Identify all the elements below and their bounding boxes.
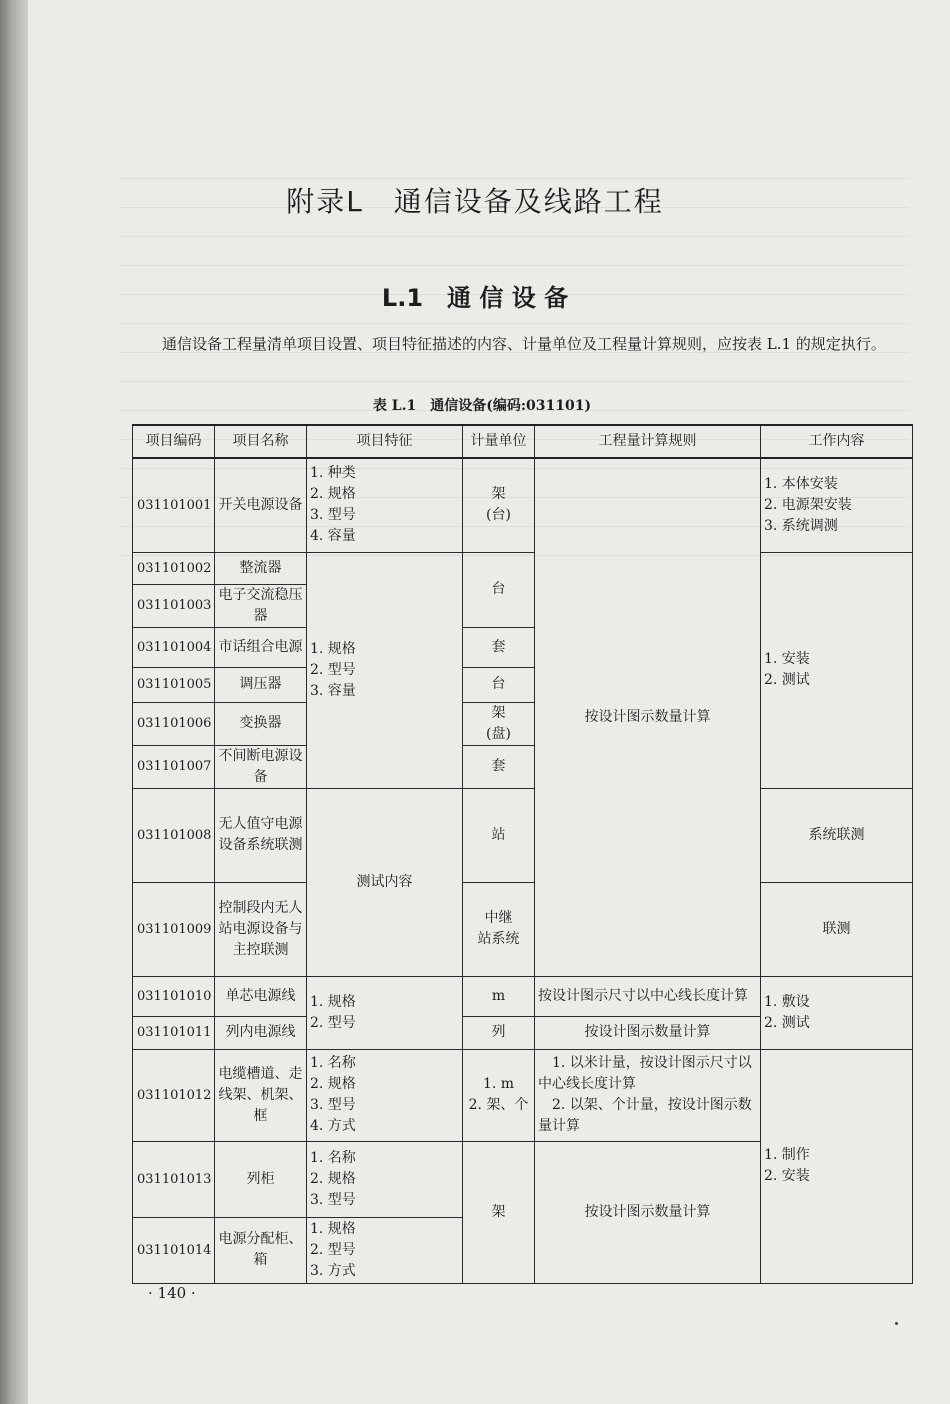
item-rule: 按设计图示数量计算	[535, 1016, 761, 1049]
item-name: 变换器	[215, 702, 307, 745]
item-name: 不间断电源设备	[215, 745, 307, 788]
item-code: 031101011	[133, 1016, 215, 1049]
table-row	[133, 882, 913, 976]
item-name: 控制段内无人站电源设备与主控联测	[215, 882, 307, 976]
table-row	[133, 1049, 913, 1141]
item-name: 单芯电源线	[215, 976, 307, 1016]
item-code: 031101010	[133, 976, 215, 1016]
header-work: 工作内容	[761, 425, 913, 458]
item-code: 031101001	[133, 458, 215, 552]
item-code: 031101002	[133, 552, 215, 584]
item-code: 031101008	[133, 788, 215, 882]
item-name: 电源分配柜、箱	[215, 1217, 307, 1283]
page-number: · 140 ·	[148, 1284, 196, 1302]
section-title: L.1 通 信 设 备	[381, 284, 569, 312]
item-code: 031101003	[133, 584, 215, 627]
item-unit: 架	[463, 1141, 535, 1283]
table-header-row	[133, 425, 913, 458]
item-unit: 台	[463, 552, 535, 627]
item-features: 1. 名称 2. 规格 3. 型号	[307, 1141, 463, 1217]
item-name: 列柜	[215, 1141, 307, 1217]
item-work: 1. 敷设 2. 测试	[761, 976, 913, 1049]
item-unit: 中继 站系统	[463, 882, 535, 976]
item-code: 031101013	[133, 1141, 215, 1217]
header-name: 项目名称	[215, 425, 307, 458]
table-row	[133, 458, 913, 552]
item-code: 031101004	[133, 627, 215, 667]
item-unit: 台	[463, 667, 535, 702]
item-unit: 列	[463, 1016, 535, 1049]
item-rule: 按设计图示数量计算	[535, 1141, 761, 1283]
item-unit: 套	[463, 745, 535, 788]
item-name: 电子交流稳压器	[215, 584, 307, 627]
item-features: 1. 规格 2. 型号 3. 方式	[307, 1217, 463, 1283]
appendix-title: 附录L 通信设备及线路工程	[286, 185, 664, 218]
item-code: 031101009	[133, 882, 215, 976]
item-name: 电缆槽道、走线架、机架、框	[215, 1049, 307, 1141]
item-unit: 架 (盘)	[463, 702, 535, 745]
table-caption: 表 L.1 通信设备(编码:031101)	[372, 398, 592, 414]
item-name: 市话组合电源	[215, 627, 307, 667]
item-features: 1. 种类 2. 规格 3. 型号 4. 容量	[307, 458, 463, 552]
item-work: 1. 本体安装 2. 电源架安装 3. 系统调测	[761, 458, 913, 552]
table-row	[133, 788, 913, 882]
item-code: 031101006	[133, 702, 215, 745]
item-unit: 架 (台)	[463, 458, 535, 552]
item-unit: 1. m 2. 架、个	[463, 1049, 535, 1141]
intro-paragraph: 通信设备工程量清单项目设置、项目特征描述的内容、计量单位及工程量计算规则，应按表 L.1 的规定执行。	[162, 335, 886, 353]
item-features: 1. 规格 2. 型号	[307, 976, 463, 1049]
item-name: 开关电源设备	[215, 458, 307, 552]
item-code: 031101005	[133, 667, 215, 702]
item-features: 测试内容	[307, 788, 463, 976]
item-unit: 套	[463, 627, 535, 667]
table-row	[133, 552, 913, 584]
item-code: 031101014	[133, 1217, 215, 1283]
item-features: 1. 规格 2. 型号 3. 容量	[307, 552, 463, 788]
table-row	[133, 976, 913, 1016]
header-code: 项目编码	[133, 425, 215, 458]
item-name: 列内电源线	[215, 1016, 307, 1049]
item-name: 无人值守电源设备系统联测	[215, 788, 307, 882]
item-work: 1. 安装 2. 测试	[761, 552, 913, 788]
item-name: 调压器	[215, 667, 307, 702]
item-name: 整流器	[215, 552, 307, 584]
item-work: 联测	[761, 882, 913, 976]
header-rule: 工程量计算规则	[535, 425, 761, 458]
item-work: 1. 制作 2. 安装	[761, 1049, 913, 1283]
item-rule: 按设计图示数量计算	[535, 458, 761, 976]
item-code: 031101007	[133, 745, 215, 788]
equipment-table	[132, 424, 913, 1284]
item-unit: 站	[463, 788, 535, 882]
item-unit: m	[463, 976, 535, 1016]
item-work: 系统联测	[761, 788, 913, 882]
item-rule: 按设计图示尺寸以中心线长度计算	[535, 976, 761, 1016]
item-features: 1. 名称 2. 规格 3. 型号 4. 方式	[307, 1049, 463, 1141]
ink-speck	[895, 1322, 898, 1325]
item-code: 031101012	[133, 1049, 215, 1141]
header-unit: 计量单位	[463, 425, 535, 458]
item-rule: 1. 以米计量，按设计图示尺寸以中心线长度计算 2. 以架、个计量，按设计图示数量计算	[535, 1049, 761, 1141]
header-features: 项目特征	[307, 425, 463, 458]
